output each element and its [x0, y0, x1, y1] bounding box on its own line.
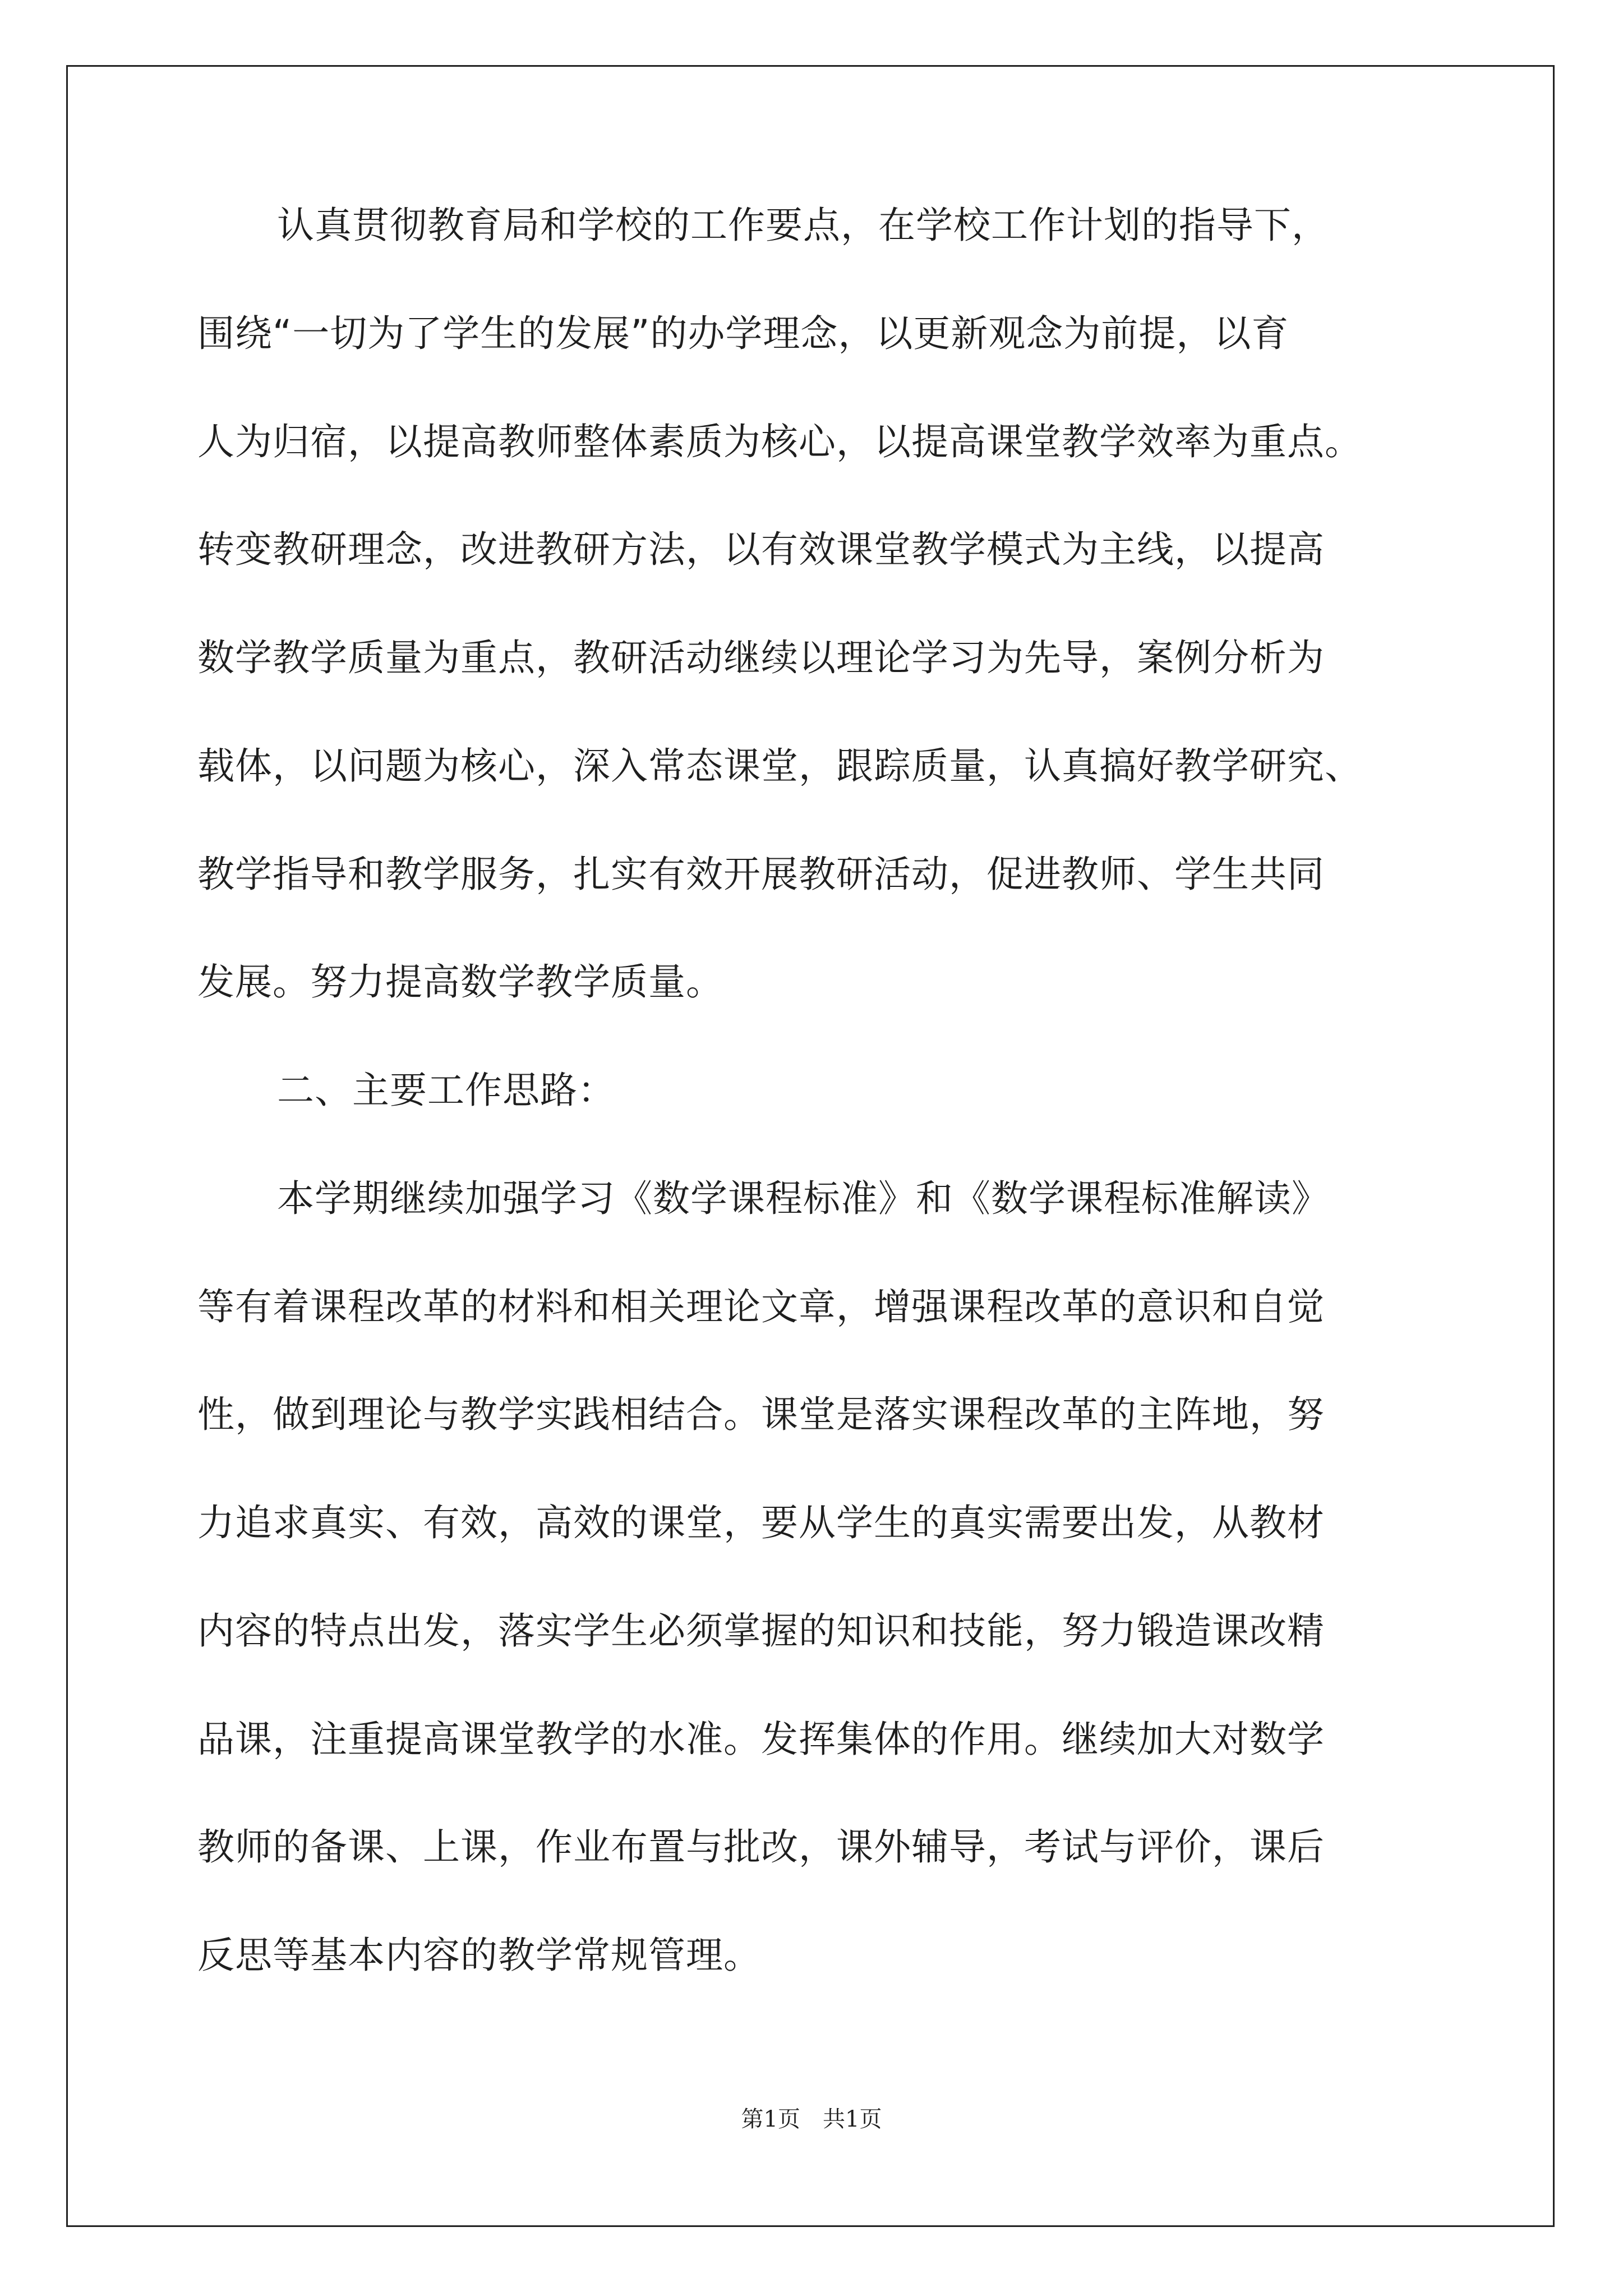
paragraph-2-line-3: 性，做到理论与教学实践相结合。课堂是落实课程改革的主阵地，努 — [197, 1393, 1325, 1436]
page-number: 第1页 共1页 — [741, 2106, 882, 2132]
paragraph-1-line-1: 认真贯彻教育局和学校的工作要点，在学校工作计划的指导下， — [277, 204, 1329, 247]
paragraph-2-line-1: 本学期继续加强学习《数学课程标准》和《数学课程标准解读》 — [277, 1177, 1329, 1220]
paragraph-2-line-5: 内容的特点出发，落实学生必须掌握的知识和技能，努力锻造课改精 — [197, 1609, 1325, 1653]
paragraph-1-line-6: 载体，以问题为核心，深入常态课堂，跟踪质量，认真搞好教学研究、 — [197, 744, 1362, 788]
paragraph-1-line-5: 数学教学质量为重点，教研活动继续以理论学习为先导，案例分析为 — [197, 636, 1325, 679]
paragraph-2-line-7: 教师的备课、上课，作业布置与批改，课外辅导，考试与评价，课后 — [197, 1825, 1325, 1869]
paragraph-2-line-2: 等有着课程改革的材料和相关理论文章，增强课程改革的意识和自觉 — [197, 1285, 1325, 1328]
paragraph-1-line-3: 人为归宿，以提高教师整体素质为核心，以提高课堂教学效率为重点。 — [197, 420, 1362, 463]
paragraph-2-line-6: 品课，注重提高课堂教学的水准。发挥集体的作用。继续加大对数学 — [197, 1718, 1325, 1761]
paragraph-1-line-4: 转变教研理念，改进教研方法，以有效课堂教学模式为主线，以提高 — [197, 528, 1325, 571]
paragraph-1-line-8: 发展。努力提高数学教学质量。 — [197, 960, 723, 1004]
paragraph-2-line-8: 反思等基本内容的教学常规管理。 — [197, 1934, 761, 1977]
paragraph-1-line-7: 教学指导和教学服务，扎实有效开展教研活动，促进教师、学生共同 — [197, 853, 1325, 896]
section-heading: 二、主要工作思路： — [277, 1069, 615, 1112]
paragraph-2-line-4: 力追求真实、有效，高效的课堂，要从学生的真实需要出发，从教材 — [197, 1501, 1325, 1544]
paragraph-1-line-2: 围绕“一切为了学生的发展”的办学理念，以更新观念为前提，以育 — [197, 312, 1289, 355]
page-border — [66, 65, 1555, 2227]
